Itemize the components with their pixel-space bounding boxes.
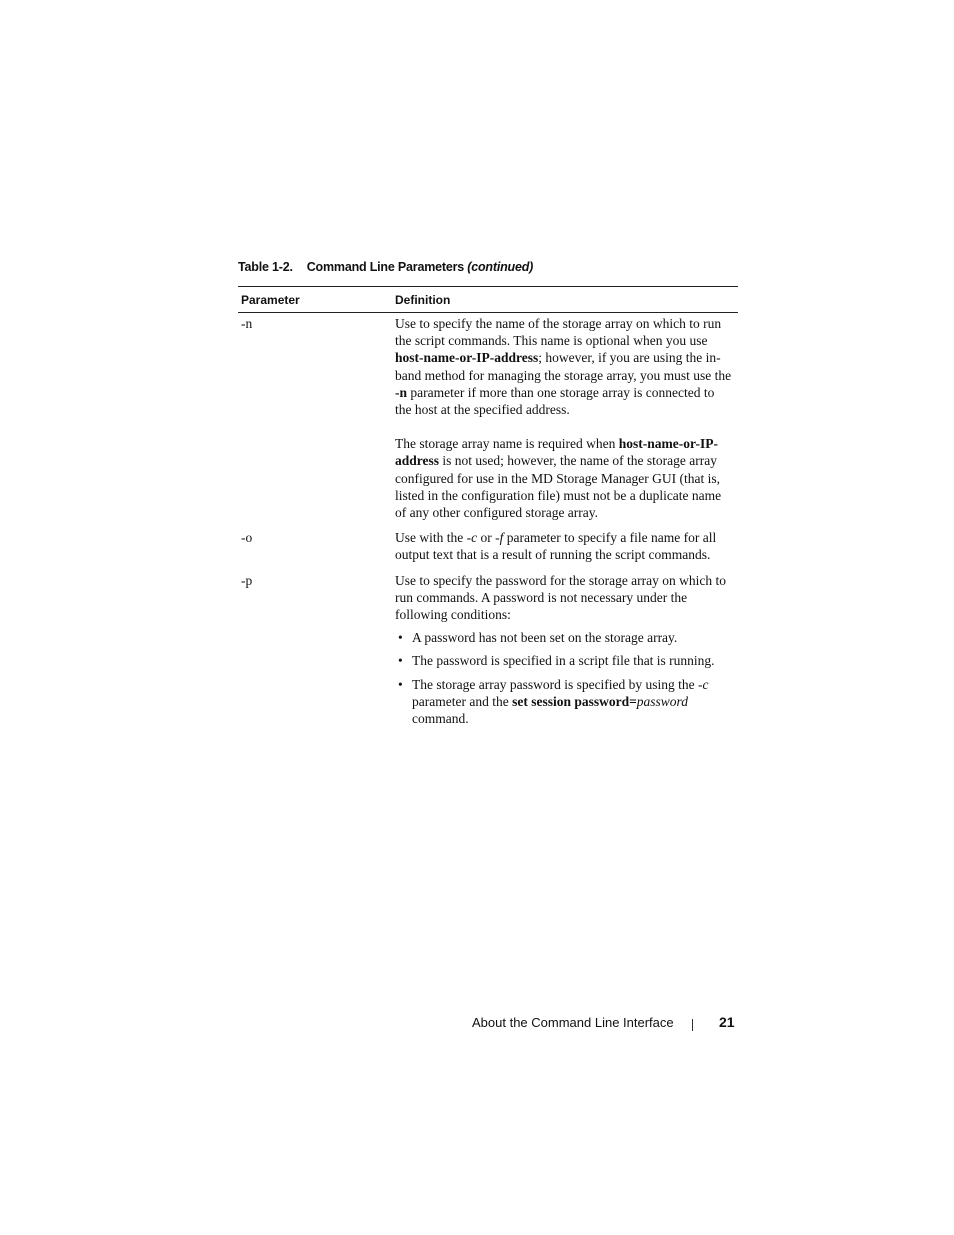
list-item: • A password has not been set on the storage array.	[398, 630, 678, 646]
table-row	[238, 529, 738, 563]
table-row	[238, 572, 738, 734]
table-caption	[238, 260, 533, 274]
table-row	[238, 315, 738, 521]
table-number: Table 1-2.	[238, 260, 293, 274]
table-header-row	[238, 287, 738, 313]
param-definition	[393, 572, 738, 734]
definition-paragraph: Use with the -c or -f parameter to specify a file name for all output text that is a result of running the script commands.	[395, 530, 717, 563]
table-continued: (continued)	[467, 260, 534, 274]
footer-divider	[692, 1019, 693, 1031]
table-title: Command Line Parameters	[306, 260, 464, 274]
conditions-list	[395, 629, 734, 727]
bullet-icon: •	[398, 676, 403, 692]
bullet-icon: •	[398, 630, 403, 646]
footer-chapter-title: About the Command Line Interface	[472, 1015, 674, 1030]
list-item: • The storage array password is specified by using the -c parameter and the set session password=password command.	[398, 676, 709, 727]
page-footer	[0, 1015, 954, 1035]
parameters-table	[238, 286, 738, 733]
param-definition	[393, 315, 738, 521]
param-name: -n	[241, 316, 253, 331]
param-name: -p	[241, 572, 253, 588]
list-item: • The password is specified in a script file that is running.	[398, 653, 715, 669]
definition-paragraph: Use to specify the password for the storage array on which to run commands. A password is not necessary under the following conditions:	[395, 572, 727, 623]
param-definition	[393, 529, 738, 563]
header-parameter: Parameter	[241, 292, 300, 307]
header-definition: Definition	[395, 292, 451, 307]
definition-paragraph: Use to specify the name of the storage array on which to run the script commands. This name is optional when you use host-name-or-IP-address; however, if you are using the in-band method for managing the storage array, you must use the -n parameter if more than one storage array is connected to the host at the specified address.	[395, 316, 732, 418]
bullet-icon: •	[398, 653, 403, 669]
param-name: -o	[241, 530, 253, 546]
definition-paragraph: The storage array name is required when host-name-or-IP-address is not used; however, the name of the storage array configured for use in the MD Storage Manager GUI (that is, listed in the configuration file) must not be a duplicate name of any other configured storage array.	[395, 436, 722, 521]
page-number: 21	[719, 1014, 735, 1030]
